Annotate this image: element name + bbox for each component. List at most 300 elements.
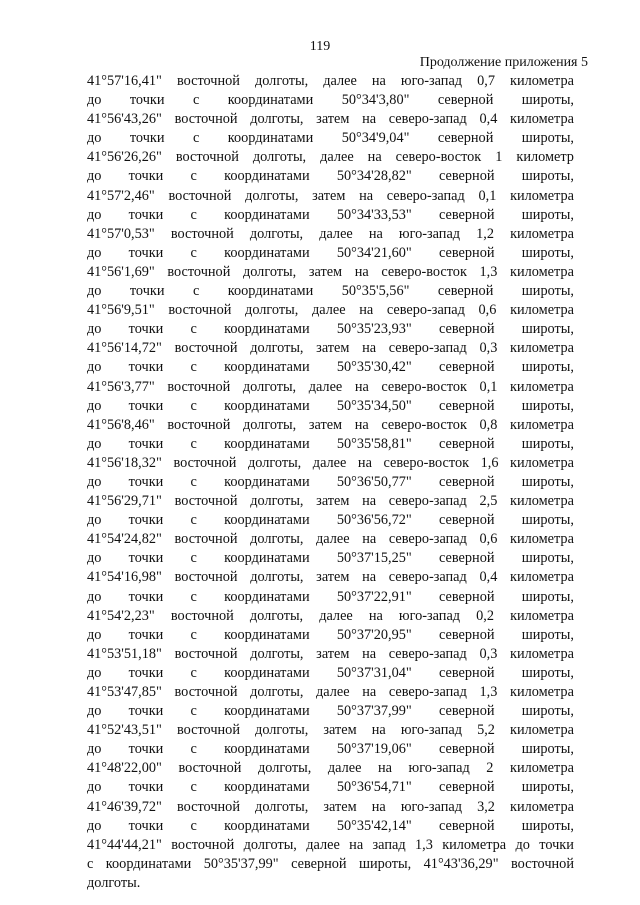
word: точки [128,817,164,834]
word: далее [320,149,354,166]
word: на [354,263,369,280]
word: широты, [521,664,574,681]
word: 50°37'37,99" [336,703,412,720]
word: широты, [521,741,574,758]
word: на [362,493,377,510]
text-line [87,702,574,721]
text-line [87,874,574,893]
text-line [87,549,574,568]
text-line [87,855,574,874]
word: километра [510,607,574,624]
word: координатами [224,817,310,834]
word: далее [316,531,350,548]
word: километра [510,111,574,128]
text-line [87,129,574,148]
word: 41°53'47,85" [87,684,162,700]
word: на [367,149,382,166]
word: северной [439,817,495,834]
text-line [87,683,574,702]
word: километра [510,722,574,739]
word: точки [128,512,164,529]
text-line [87,110,574,129]
word: широты, [521,359,574,376]
word: на [362,684,377,700]
word: 0,6 [479,531,498,548]
word: северной [439,512,495,529]
word: километра [510,340,574,357]
word: 41°54'16,98" [87,569,162,586]
word: северной [439,664,495,681]
word: северной [439,550,495,567]
word: северной [439,473,495,490]
word: долготы, [258,760,312,777]
word: широты, [521,206,574,223]
word: точки [128,473,164,490]
word: до [87,473,102,490]
word: точки [539,836,574,853]
word: долготы, [245,302,299,319]
word: широты, [521,817,574,834]
word: долготы, [250,569,304,586]
word: координатами [224,168,310,185]
word: северной [439,588,495,605]
word: 50°37'20,95" [336,626,412,643]
word: северной [439,703,495,720]
word: 0,2 [476,607,495,624]
word: 2,5 [479,493,498,510]
word: 1,6 [480,454,499,471]
word: километра [510,760,574,777]
word: долготы, [242,378,297,395]
word: восточной [176,73,240,89]
word: 41°57'0,53" [87,225,155,242]
word: юго-запад [400,798,462,815]
word: точки [128,703,164,720]
word: затем [316,645,350,662]
text-line [87,568,574,587]
word: с [190,550,197,567]
word: 1,2 [476,225,495,242]
word: координатами [224,703,310,720]
word: северной [439,321,495,338]
word: точки [129,283,165,300]
word: координатами [224,359,310,376]
word: затем [308,263,343,280]
word: до [87,92,102,109]
word: долготы, [249,225,304,242]
word: северной [439,741,495,758]
word: северной [291,855,347,872]
word: северо-запад [388,111,467,128]
word: восточной [174,493,238,510]
word: 1,3 [479,684,498,700]
word: километра [510,302,574,319]
word: точки [128,435,164,452]
word: юго-запад [400,722,462,739]
word: до [87,359,102,376]
word: координатами [224,741,310,758]
word: с [190,397,197,414]
word: далее [312,454,347,471]
word: километра [510,645,574,662]
word: юго-запад [398,225,461,242]
word: восточной [174,111,238,128]
word: координатами [224,512,310,529]
word: точки [128,168,164,185]
word: координатами [224,321,310,338]
word: координатами [224,664,310,681]
word: километра [510,493,574,510]
word: 0,8 [479,416,498,433]
word: 50°35'58,81" [336,435,412,452]
word: километр [516,149,574,166]
word: координатами [105,855,192,872]
text-line [87,740,574,759]
word: восточной [174,569,238,586]
text-line [87,187,574,206]
word: 41°52'43,51" [87,722,162,739]
word: 1 [495,149,503,166]
word: километра [510,416,574,433]
word: северо-запад [388,569,467,586]
word: на [359,302,374,319]
word: широты, [521,397,574,414]
text-line [87,530,574,549]
word: километра [510,569,574,586]
word: 41°56'26,26" [87,149,162,166]
word: восточной [174,684,238,700]
word: 50°34'28,82" [336,168,412,185]
word: 41°56'3,77" [87,378,155,395]
word: до [87,206,102,223]
word: далее [311,302,346,319]
word: 41°53'51,18" [87,645,162,662]
word: 50°37'15,25" [336,550,412,567]
word: долготы, [250,340,304,357]
text-line [87,798,574,817]
word: на [349,836,364,853]
word: 0,7 [477,73,495,89]
word: точки [129,130,165,147]
word: восточной [167,378,231,395]
word: 50°34'21,60" [336,244,412,261]
word: километра [510,225,574,242]
word: координатами [227,92,314,109]
word: долготы, [250,645,304,662]
word: до [87,435,102,452]
word: до [87,397,102,414]
word: 41°56'9,51" [87,302,155,319]
word: на [371,798,386,815]
text-line [87,378,574,397]
word: северной [439,435,495,452]
word: восточной [174,645,238,662]
word: широты, [521,779,574,796]
word: 50°36'56,72" [336,512,412,529]
word: с [190,703,197,720]
word: до [87,130,102,147]
word: до [87,664,102,681]
word: точки [128,626,164,643]
body-text [87,72,574,893]
text-line [87,244,574,263]
word: 0,1 [479,378,498,395]
word: 41°56'14,72" [87,340,162,357]
word: восточной [167,263,231,280]
word: далее [319,607,353,624]
text-line [87,339,574,358]
word: на [354,416,369,433]
word: 0,4 [479,111,498,128]
word: долготы, [250,493,304,510]
word: точки [128,244,164,261]
word: с [87,855,94,872]
word: долготы, [250,111,304,128]
word: далее [308,378,343,395]
word: на [362,645,377,662]
word: на [368,225,383,242]
word: юго-запад [398,607,461,624]
word: северо-восток [383,454,470,471]
word: широты, [521,550,574,567]
word: 0,3 [479,645,498,662]
text-line [87,778,574,797]
word: восточной [176,722,240,739]
word: 3,2 [477,798,495,815]
word: долготы, [242,416,297,433]
word: восточной [167,416,231,433]
word: с [192,130,200,147]
word: на [357,454,372,471]
word: с [190,206,197,223]
word: координатами [224,244,310,261]
word: северной [439,206,495,223]
word: 50°37'22,91" [336,588,412,605]
word: точки [129,92,165,109]
word: долготы, [243,836,297,853]
word: до [87,512,102,529]
text-line [87,607,574,626]
text-line [87,206,574,225]
word: восточной [178,760,242,777]
word: 50°36'54,71" [336,779,412,796]
text-line [87,721,574,740]
word: запад [372,836,406,853]
word: юго-запад [408,760,470,777]
word: на [359,187,374,204]
word: на [371,73,386,89]
word: на [371,722,386,739]
word: с [190,588,197,605]
word: 41°46'39,72" [87,798,162,815]
appendix-label: Продолжение приложения 5 [419,55,588,70]
word: затем [316,493,350,510]
word: с [190,321,197,338]
word: северной [439,626,495,643]
word: километра [510,73,574,89]
word: с [190,512,197,529]
text-line [87,225,574,244]
text-line [87,282,574,301]
word: долготы, [249,607,304,624]
word: 41°56'1,69" [87,263,155,280]
word: восточной [168,302,232,319]
word: 41°48'22,00" [87,760,162,777]
word: километра [510,187,574,204]
word: 50°35'5,56" [341,283,410,300]
word: 41°54'24,82" [87,531,162,548]
word: 50°35'34,50" [336,397,412,414]
word: километра [510,454,574,471]
word: 41°57'16,41" [87,73,162,89]
word: до [87,626,102,643]
word: на [362,569,377,586]
word: до [87,741,102,758]
word: координатами [224,779,310,796]
word: 41°57'2,46" [87,187,155,204]
word: до [87,588,102,605]
word: северной [437,283,494,300]
text-line [87,72,574,91]
word: на [362,111,377,128]
word: 41°56'43,26" [87,111,162,128]
word: километра [510,798,574,815]
word: северо-запад [386,187,465,204]
text-line [87,454,574,473]
word: широты, [521,703,574,720]
word: долготы, [247,454,302,471]
word: на [354,378,369,395]
text-line [87,263,574,282]
word: до [87,321,102,338]
word: 41°54'2,23" [87,607,155,624]
word: с [190,473,197,490]
word: широты, [521,321,574,338]
word: юго-запад [400,73,463,89]
word: широты, [521,626,574,643]
word: 0,4 [479,569,498,586]
word: 50°34'3,80" [341,92,410,109]
text-line [87,492,574,511]
word: точки [128,397,164,414]
word: долготы, [255,722,309,739]
text-line [87,626,574,645]
word: северо-запад [388,684,467,700]
word: на [368,607,383,624]
word: долготы. [87,874,141,891]
word: координатами [227,283,314,300]
word: восточной [170,607,234,624]
word: восточной [171,836,235,853]
word: с [192,92,200,109]
word: до [515,836,530,853]
word: 41°44'44,21" [87,836,162,853]
word: затем [316,111,350,128]
word: широты, [521,244,574,261]
word: 0,6 [478,302,497,319]
word: восточной [176,798,240,815]
word: точки [128,588,164,605]
word: восточной [174,531,238,548]
word: на [362,531,377,548]
word: северо-восток [381,416,467,433]
text-line [87,397,574,416]
word: точки [128,321,164,338]
word: 50°35'30,42" [336,359,412,376]
word: широты, [359,855,412,872]
word: затем [323,722,357,739]
word: с [190,817,197,834]
text-line [87,759,574,778]
word: с [190,435,197,452]
word: точки [128,664,164,681]
word: 41°56'8,46" [87,416,155,433]
word: далее [327,760,362,777]
word: до [87,283,102,300]
word: затем [323,798,357,815]
text-line [87,91,574,110]
word: долготы, [242,263,297,280]
word: северной [439,168,495,185]
text-line [87,817,574,836]
word: 41°56'29,71" [87,493,162,510]
word: восточной [174,340,238,357]
word: широты, [521,588,574,605]
word: широты, [521,512,574,529]
word: северо-запад [388,645,467,662]
word: широты, [521,92,574,109]
text-line [87,435,574,454]
word: северо-восток [395,149,482,166]
page-number: 119 [309,39,331,54]
word: северо-запад [388,531,467,548]
word: 41°56'18,32" [87,454,162,471]
word: долготы, [250,684,304,700]
word: 1,3 [414,836,433,853]
word: долготы, [254,73,309,89]
word: северной [439,359,495,376]
word: северо-запад [388,493,467,510]
word: километра [510,263,574,280]
word: с [190,168,197,185]
word: северной [439,397,495,414]
word: восточной [510,855,574,872]
word: с [190,626,197,643]
word: до [87,550,102,567]
word: северной [439,779,495,796]
word: координатами [224,473,310,490]
word: координатами [224,588,310,605]
word: до [87,779,102,796]
word: с [190,359,197,376]
text-line [87,836,574,855]
word: координатами [224,397,310,414]
word: 50°34'9,04" [341,130,410,147]
word: с [190,664,197,681]
word: на [362,340,377,357]
word: координатами [224,435,310,452]
word: 2 [486,760,494,777]
text-line [87,664,574,683]
word: 41°43'36,29" [423,855,499,872]
word: до [87,244,102,261]
word: широты, [521,473,574,490]
word: до [87,817,102,834]
word: с [190,779,197,796]
word: координатами [224,550,310,567]
text-line [87,416,574,435]
word: северо-запад [386,302,465,319]
